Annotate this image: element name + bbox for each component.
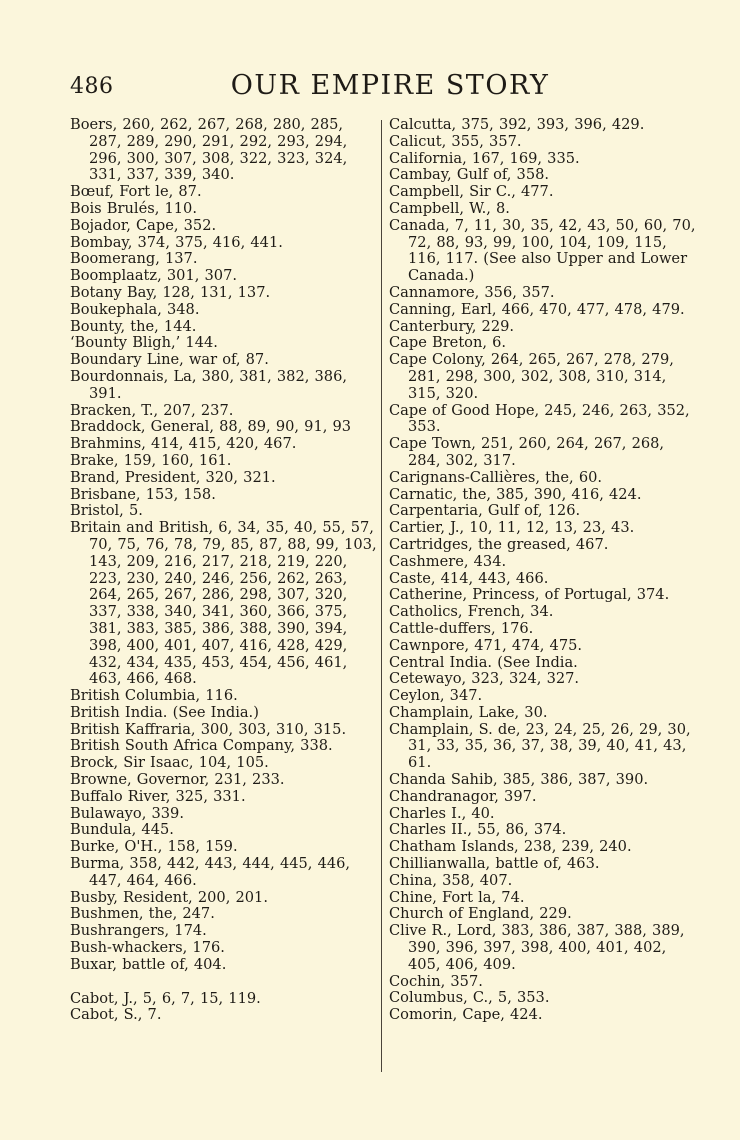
index-entry: Carnatic, the, 385, 390, 416, 424. (389, 485, 642, 503)
running-title: OUR EMPIRE STORY (230, 70, 550, 101)
index-entry: Campbell, W., 8. (389, 199, 510, 217)
index-entry: Columbus, C., 5, 353. (389, 989, 550, 1007)
index-entry: Bush-whackers, 176. (70, 939, 225, 957)
index-entry: Bundula, 445. (70, 821, 174, 839)
index-entry: Buffalo River, 325, 331. (70, 787, 246, 805)
index-entry: Chillianwalla, battle of, 463. (389, 855, 600, 873)
index-entry: Bounty, the, 144. (70, 317, 197, 335)
index-entry: Cape Town, 251, 260, 264, 267, 268, 284, 302, 317. (389, 435, 665, 469)
index-column-right (389, 117, 699, 1024)
index-entry: Campbell, Sir C., 477. (389, 183, 554, 201)
index-entry: Calicut, 355, 357. (389, 132, 522, 150)
index-entry: Cabot, J., 5, 6, 7, 15, 119. (70, 989, 261, 1007)
index-entry: Chandranagor, 397. (389, 787, 537, 805)
index-entry: Ceylon, 347. (389, 687, 483, 705)
index-entry: Canterbury, 229. (389, 317, 515, 335)
index-entry: China, 358, 407. (389, 871, 513, 889)
index-entry: Cartier, J., 10, 11, 12, 13, 23, 43. (389, 519, 635, 537)
index-entry: Bushmen, the, 247. (70, 905, 215, 923)
index-entry: Cetewayo, 323, 324, 327. (389, 670, 580, 688)
index-entry: Bois Brulés, 110. (70, 199, 197, 217)
page-header (70, 70, 690, 110)
index-entry: Brahmins, 414, 415, 420, 467. (70, 435, 297, 453)
index-entry: Cape of Good Hope, 245, 246, 263, 352, 353. (389, 401, 690, 436)
index-entry: Cashmere, 434. (389, 552, 507, 570)
index-entry: Britain and British, 6, 34, 35, 40, 55, 57, 70, 75, 76, 78, 79, 85, 87, 88, 99, 103, 143, 209, 216, 217, 218, 219, 220, 223, 230, 240, 246, 256, 262, 263, 264, 265, 267, 286, 298, 307, 320, 337, 338, 340, 341, 360, 366, 375, 381, 383, 385, 386, 388, 390, 394, 398, 400, 401, 407, 416, 428, 429, 432, 434, 435, 453, 454, 456, 461, 463, 466, 468. (70, 519, 377, 688)
index-entry: Cape Breton, 6. (389, 334, 507, 352)
index-entry: Cawnpore, 471, 474, 475. (389, 636, 583, 654)
column-divider (381, 120, 382, 1072)
index-entry: Burma, 358, 442, 443, 444, 445, 446, 447, 464, 466. (70, 855, 351, 889)
index-entry: British Kaffraria, 300, 303, 310, 315. (70, 720, 347, 738)
index-entry: Braddock, General, 88, 89, 90, 91, 93 (70, 418, 352, 436)
index-entry: Boomerang, 137. (70, 250, 198, 268)
index-entry: British Columbia, 116. (70, 687, 238, 705)
index-entry: Cambay, Gulf of, 358. (389, 166, 550, 184)
index-entry: Cochin, 357. (389, 972, 483, 990)
index-entry: Bombay, 374, 375, 416, 441. (70, 233, 283, 251)
index-entry: British India. (See India.) (70, 703, 259, 721)
index-entry: Cannamore, 356, 357. (389, 283, 555, 301)
index-entry: Carpentaria, Gulf of, 126. (389, 502, 581, 520)
index-entry: ‘Bounty Bligh,’ 144. (70, 334, 218, 352)
index-entry: Burke, O'H., 158, 159. (70, 838, 238, 856)
index-entry: Buxar, battle of, 404. (70, 955, 227, 973)
index-entry: Chanda Sahib, 385, 386, 387, 390. (389, 771, 649, 789)
index-entry: Boers, 260, 262, 267, 268, 280, 285, 287, 289, 290, 291, 292, 293, 294, 296, 300, 307, 308, 322, 323, 324, 331, 337, 339, 340. (70, 116, 348, 184)
index-entry: Brock, Sir Isaac, 104, 105. (70, 754, 269, 772)
page-number: 486 (70, 74, 114, 99)
index-entry: Champlain, Lake, 30. (389, 703, 548, 721)
index-entry: Boundary Line, war of, 87. (70, 351, 269, 369)
index-entry: Bulawayo, 339. (70, 804, 184, 822)
index-entry: Carignans-Callières, the, 60. (389, 468, 603, 486)
index-entry: Canning, Earl, 466, 470, 477, 478, 479. (389, 300, 685, 318)
index-entry: Clive R., Lord, 383, 386, 387, 388, 389, 390, 396, 397, 398, 400, 401, 402, 405, 406, 409. (389, 922, 685, 973)
index-entry: Calcutta, 375, 392, 393, 396, 429. (389, 116, 645, 133)
index-entry: Boomplaatz, 301, 307. (70, 267, 238, 285)
index-entry: Bœuf, Fort le, 87. (70, 183, 202, 201)
index-entry: Bracken, T., 207, 237. (70, 401, 234, 419)
index-entry: Cattle-duffers, 176. (389, 619, 534, 637)
index-entry: Busby, Resident, 200, 201. (70, 888, 268, 906)
index-entry: Brake, 159, 160, 161. (70, 451, 232, 469)
index-entry: Brisbane, 153, 158. (70, 485, 216, 503)
index-entry: Caste, 414, 443, 466. (389, 569, 549, 587)
index-entry: Bristol, 5. (70, 502, 143, 520)
index-entry: Cartridges, the greased, 467. (389, 535, 609, 553)
index-entry: Cape Colony, 264, 265, 267, 278, 279, 281, 298, 300, 302, 308, 310, 314, 315, 320. (389, 351, 674, 402)
index-entry: Canada, 7, 11, 30, 35, 42, 43, 50, 60, 70, 72, 88, 93, 99, 100, 104, 109, 115, 116, 117. (See also Upper and Lower Canada.) (389, 216, 696, 285)
index-entry: Chine, Fort la, 74. (389, 888, 525, 906)
index-entry: Bourdonnais, La, 380, 381, 382, 386, 391. (70, 367, 348, 402)
index-entry: Central India. (See India. (389, 653, 578, 671)
index-entry: Brand, President, 320, 321. (70, 468, 276, 486)
index-entry: Browne, Governor, 231, 233. (70, 771, 285, 789)
index-column-left (70, 117, 378, 1024)
index-entry: Botany Bay, 128, 131, 137. (70, 283, 271, 301)
index-entry: Bushrangers, 174. (70, 922, 207, 940)
index-entry: Bojador, Cape, 352. (70, 216, 217, 234)
index-entry: Catherine, Princess, of Portugal, 374. (389, 586, 670, 604)
index-entry: Charles II., 55, 86, 374. (389, 821, 567, 839)
index-entry: British South Africa Company, 338. (70, 737, 333, 755)
index-entry: Comorin, Cape, 424. (389, 1006, 543, 1024)
index-entry: California, 167, 169, 335. (389, 149, 580, 167)
index-entry: Chatham Islands, 238, 239, 240. (389, 838, 632, 856)
index-entry: Boukephala, 348. (70, 300, 200, 318)
index-entry: Champlain, S. de, 23, 24, 25, 26, 29, 30, 31, 33, 35, 36, 37, 38, 39, 40, 41, 43, 61. (389, 720, 691, 772)
index-entry: Cabot, S., 7. (70, 1006, 162, 1024)
index-entry: Church of England, 229. (389, 905, 572, 923)
index-entry: Charles I., 40. (389, 804, 495, 822)
index-entry: Catholics, French, 34. (389, 603, 554, 621)
